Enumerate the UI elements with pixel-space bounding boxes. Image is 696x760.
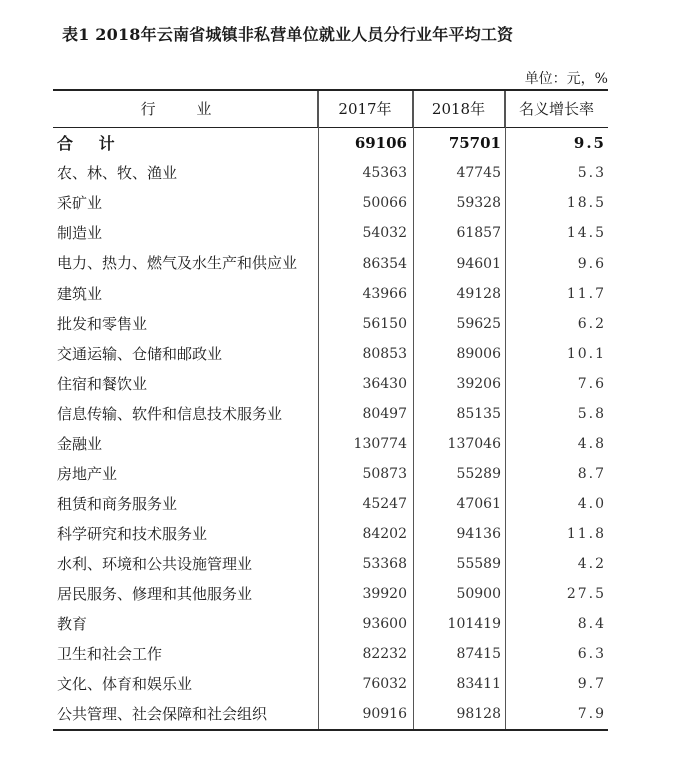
industry-name: 交通运输、仓储和邮政业	[57, 344, 223, 363]
unit-note: 单位：元，%	[524, 71, 608, 87]
value-2018: 47745	[456, 165, 501, 181]
industry-name: 批发和零售业	[57, 314, 148, 333]
value-2017: 86354	[362, 255, 407, 272]
industry-name: 合 计	[57, 133, 125, 153]
industry-name: 房地产业	[57, 464, 118, 483]
table-row	[53, 188, 608, 218]
growth-rate: 11.7	[566, 286, 606, 302]
value-2018: 83411	[456, 676, 501, 692]
wage-table	[53, 89, 608, 731]
growth-rate: 18.5	[566, 195, 606, 211]
value-2017: 53368	[362, 556, 407, 572]
industry-name: 建筑业	[57, 284, 103, 303]
table-row	[53, 339, 608, 369]
table-row	[53, 279, 608, 309]
value-2017: 93600	[362, 616, 407, 632]
table-row	[53, 549, 608, 579]
table-row	[53, 248, 608, 279]
table-row	[53, 459, 608, 489]
value-2018: 49128	[456, 286, 501, 302]
table-row	[53, 489, 608, 519]
table-row	[53, 639, 608, 669]
industry-name: 信息传输、软件和信息技术服务业	[57, 404, 283, 423]
table-header-row	[53, 91, 608, 128]
value-2017: 80853	[362, 346, 407, 362]
value-2017: 45363	[362, 165, 407, 181]
growth-rate: 14.5	[566, 225, 606, 241]
value-2018: 59625	[456, 316, 501, 332]
value-2017: 50873	[362, 466, 407, 482]
value-2018: 98128	[456, 706, 501, 722]
value-2017: 84202	[362, 526, 407, 542]
value-2017: 36430	[362, 376, 407, 392]
growth-rate: 4.0	[577, 496, 606, 512]
value-2018: 39206	[456, 376, 501, 392]
growth-rate: 7.6	[577, 376, 606, 392]
industry-name: 科学研究和技术服务业	[57, 524, 208, 543]
header-2017: 2017年	[318, 91, 413, 127]
value-2017: 39920	[362, 586, 407, 602]
value-2018: 87415	[456, 646, 501, 662]
total-row	[53, 128, 608, 158]
industry-name: 农、林、牧、渔业	[57, 163, 178, 182]
industry-name: 公共管理、社会保障和社会组织	[57, 704, 268, 723]
value-2018: 75701	[448, 134, 501, 152]
table-row	[53, 519, 608, 549]
value-2017: 69106	[354, 134, 407, 152]
value-2017: 82232	[362, 646, 407, 662]
industry-name: 采矿业	[57, 193, 103, 212]
growth-rate: 10.1	[566, 346, 606, 362]
growth-rate: 9.6	[577, 255, 606, 272]
industry-name: 水利、环境和公共设施管理业	[57, 554, 253, 573]
table-row	[53, 309, 608, 339]
industry-name: 租赁和商务服务业	[57, 494, 178, 513]
growth-rate: 4.2	[577, 556, 606, 572]
table-row	[53, 699, 608, 729]
industry-name: 文化、体育和娱乐业	[57, 674, 193, 693]
table-row	[53, 399, 608, 429]
growth-rate: 7.9	[577, 706, 606, 722]
header-industry: 行 业	[53, 91, 318, 127]
growth-rate: 11.8	[566, 526, 606, 542]
industry-name: 金融业	[57, 434, 103, 453]
value-2018: 89006	[456, 346, 501, 362]
table-row	[53, 579, 608, 609]
value-2017: 45247	[362, 496, 407, 512]
growth-rate: 8.7	[577, 466, 606, 482]
value-2018: 85135	[456, 406, 501, 422]
growth-rate: 5.3	[577, 165, 606, 181]
value-2017: 43966	[362, 286, 407, 302]
header-2018: 2018年	[413, 91, 505, 127]
value-2018: 101419	[447, 616, 501, 632]
table-body	[53, 128, 608, 729]
value-2017: 54032	[362, 225, 407, 241]
value-2018: 55589	[456, 556, 501, 572]
table-row	[53, 669, 608, 699]
table-row	[53, 158, 608, 188]
growth-rate: 6.3	[577, 646, 606, 662]
table-row	[53, 369, 608, 399]
table-row	[53, 609, 608, 639]
table-row	[53, 218, 608, 248]
growth-rate: 5.8	[577, 406, 606, 422]
value-2017: 76032	[362, 676, 407, 692]
growth-rate: 27.5	[566, 586, 606, 602]
value-2018: 50900	[456, 586, 501, 602]
value-2018: 137046	[447, 436, 501, 452]
value-2017: 130774	[353, 436, 407, 452]
industry-name: 卫生和社会工作	[57, 644, 163, 663]
value-2018: 94601	[456, 255, 501, 272]
industry-name: 电力、热力、燃气及水生产和供应业	[57, 254, 298, 272]
header-growth: 名义增长率	[518, 100, 594, 118]
growth-rate: 9.7	[577, 676, 606, 692]
industry-name: 住宿和餐饮业	[57, 374, 148, 393]
value-2017: 56150	[362, 316, 407, 332]
table-row	[53, 429, 608, 459]
value-2018: 55289	[456, 466, 501, 482]
growth-rate: 8.4	[577, 616, 606, 632]
value-2017: 90916	[362, 706, 407, 722]
growth-rate: 6.2	[577, 316, 606, 332]
growth-rate: 9.5	[573, 134, 606, 152]
industry-name: 制造业	[57, 223, 103, 242]
value-2018: 61857	[456, 225, 501, 241]
table-title: 表1 2018年云南省城镇非私营单位就业人员分行业年平均工资	[62, 25, 514, 44]
industry-name: 居民服务、修理和其他服务业	[57, 584, 253, 603]
value-2017: 50066	[362, 195, 407, 211]
value-2017: 80497	[362, 406, 407, 422]
industry-name: 教育	[57, 614, 88, 633]
value-2018: 47061	[456, 496, 501, 512]
value-2018: 59328	[456, 195, 501, 211]
value-2018: 94136	[456, 526, 501, 542]
growth-rate: 4.8	[577, 436, 606, 452]
